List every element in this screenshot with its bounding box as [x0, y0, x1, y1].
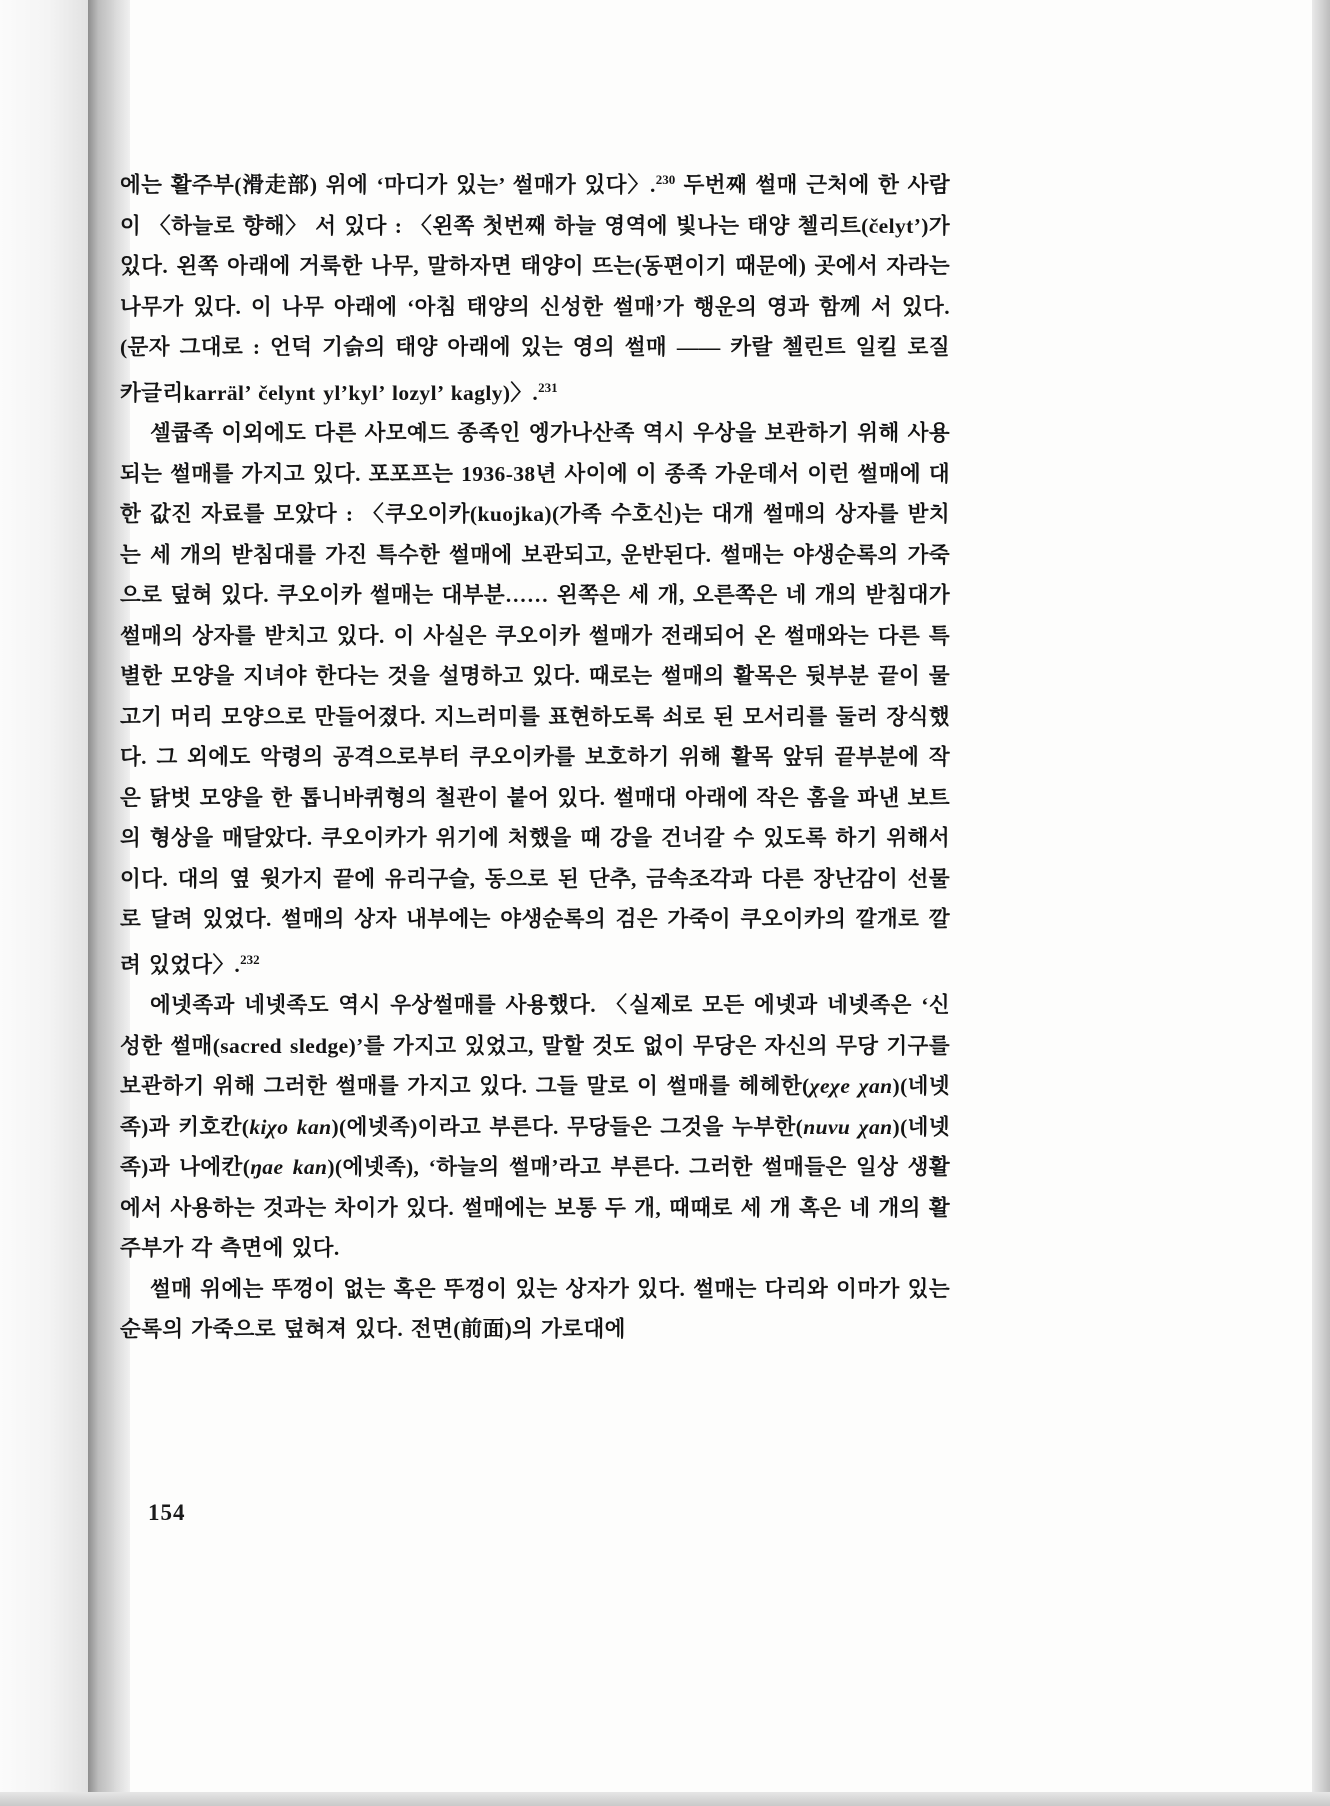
- footnote-ref-232: 232: [240, 951, 260, 967]
- book-gutter-shadow: [88, 0, 114, 1806]
- paragraph-4: 썰매 위에는 뚜껑이 없는 혹은 뚜껑이 있는 상자가 있다. 썰매는 다리와 이마가 있는 순록의 가죽으로 덮혀져 있다. 전면(前面)의 가로대에: [120, 1276, 950, 1342]
- paragraph-3-seg-0: 에넷족과 네넷족도 역시 우상썰매를 사용했다. 〈실제로 모든 에넷과 네넷족은 ‘신성한 썰매(sacred sledge)’를 가지고 있었고, 말할 것도 없이 무당은 자신의 무당 기구를 보관하기 위해 그러한 썰매를 가지고 있다. 그들 말로 이 썰매를 헤헤한(: [120, 993, 950, 1099]
- footnote-ref-230: 230: [655, 172, 676, 187]
- page-left-margin: [0, 0, 88, 1806]
- footnote-ref-231: 231: [538, 379, 558, 395]
- page-right-edge: [1312, 0, 1330, 1806]
- paragraph-3-seg-6: )(네넷족)과 나에칸(: [120, 1114, 951, 1180]
- page-number: 154: [148, 1500, 186, 1525]
- paragraph-1-text-continued: 두번째 썰매 근처에 한 사람이 〈하늘로 향해〉 서 있다 : 〈왼쪽 첫번째 하늘 영역에 빛나는 태양 첼리트(čelytʼ)가 있다. 왼쪽 아래에 거룩한 나무, 말하자면 태양이 뜨는(동편이기 때문에) 곳에서 자라는 나무가 있다. 이 나무 아래에 ‘아침 태양의 신성한 썰매’가 행운의 영과 함께 서 있다.(문자 그대로 : 언덕 기슭의 태양 아래에 있는 영의 썰매 —— 카랄 첼린트 일킬 로질 카글리karräl’ čelynt yl’kyl’ lozyl’ kagly)〉.: [120, 173, 950, 405]
- paragraph-3-seg-4: )(에넷족)이라고 부른다. 무당들은 그것을 누부한(: [331, 1114, 804, 1139]
- paragraph-2: [120, 413, 950, 985]
- paragraph-3-term-nae-kan: ŋae kan: [250, 1155, 328, 1180]
- paragraph-1: [120, 160, 950, 413]
- paragraph-2-text: 셀쿱족 이외에도 다른 사모예드 종족인 엥가나산족 역시 우상을 보관하기 위해 사용되는 썰매를 가지고 있다. 포포프는 1936-38년 사이에 이 종족 가운데서 이런 썰매에 대한 값진 자료를 모았다 : 〈쿠오이카(kuojka)(가족 수호신)는 대개 썰매의 상자를 받치는 세 개의 받침대를 가진 특수한 썰매에 보관되고, 운반된다. 썰매는 야생순록의 가죽으로 덮혀 있다. 쿠오이카 썰매는 대부분…… 왼쪽은 세 개, 오른쪽은 네 개의 받침대가 썰매의 상자를 받치고 있다. 이 사실은 쿠오이카 썰매가 전래되어 온 썰매와는 다른 특별한 모양을 지녀야 한다는 것을 설명하고 있다. 때로는 썰매의 활목은 뒷부분 끝이 물고기 머리 모양으로 만들어졌다. 지느러미를 표현하도록 쇠로 된 모서리를 둘러 장식했다. 그 외에도 악령의 공격으로부터 쿠오이카를 보호하기 위해 활목 앞뒤 끝부분에 작은 닭벗 모양을 한 톱니바퀴형의 철관이 붙어 있다. 썰매대 아래에 작은 홈을 파낸 보트의 형상을 매달았다. 쿠오이카가 위기에 처했을 때 강을 건너갈 수 있도록 하기 위해서이다. 대의 옆 윗가지 끝에 유리구슬, 동으로 된 단추, 금속조각과 다른 장난감이 선물로 달려 있었다. 썰매의 상자 내부에는 야생순록의 검은 가죽이 쿠오이카의 깔개로 깔려 있었다〉.: [120, 421, 950, 977]
- paragraph-3-term-xexe-xan: χeχe χan: [809, 1074, 893, 1099]
- paragraph-3-seg-2: )(네넷족)과 키호칸(: [120, 1074, 950, 1139]
- paragraph-3: [120, 985, 950, 1269]
- paragraph-1-text: 에는 활주부(滑走部) 위에 ‘마디가 있는’ 썰매가 있다〉.: [120, 173, 656, 198]
- paragraph-3-term-nuvu-xan: nuvu χan: [803, 1114, 893, 1139]
- page-bottom-edge: [0, 1792, 1330, 1806]
- page-body-text: [120, 160, 950, 1350]
- paragraph-3-seg-8: )(에넷족), ‘하늘의 썰매’라고 부른다. 그러한 썰매들은 일상 생활에서 사용하는 것과는 차이가 있다. 썰매에는 보통 두 개, 때때로 세 개 혹은 네 개의 활주부가 각 측면에 있다.: [120, 1155, 950, 1261]
- paragraph-3-term-kixo-kan: kiχo kan: [249, 1114, 332, 1139]
